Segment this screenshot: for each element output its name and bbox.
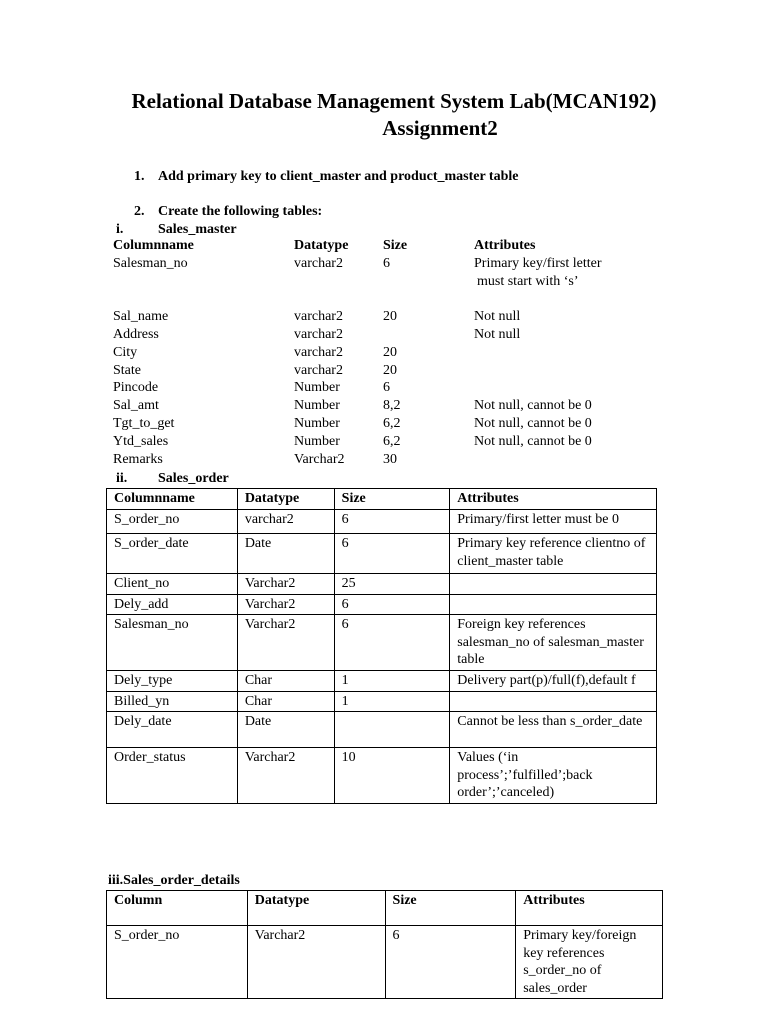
table-cell: 6 <box>334 594 450 615</box>
column-header: Datatype <box>247 891 385 926</box>
table-cell: Varchar2 <box>294 451 345 467</box>
table-cell: 6,2 <box>383 433 401 449</box>
table-cell: 10 <box>334 748 450 804</box>
table-cell <box>334 712 450 748</box>
table-cell: 20 <box>383 362 397 378</box>
table-cell: varchar2 <box>294 255 343 271</box>
table-cell: Number <box>294 415 340 431</box>
table-cell: Not null, cannot be 0 <box>474 398 592 414</box>
question-2 <box>134 204 322 220</box>
table-row <box>107 748 657 804</box>
table-cell: State <box>113 362 141 378</box>
column-header: Size <box>385 891 516 926</box>
table-cell: 8,2 <box>383 398 401 414</box>
table-header-row <box>107 489 657 510</box>
column-header: Column <box>107 891 248 926</box>
table-cell <box>450 594 657 615</box>
table-row <box>107 670 657 691</box>
column-header: Datatype <box>294 238 349 253</box>
table-cell: Salesman_no <box>113 255 188 271</box>
column-header: Attributes <box>474 238 536 253</box>
section-number: ii. <box>116 471 128 486</box>
column-header: Size <box>383 238 408 253</box>
table-cell: 6 <box>385 926 516 999</box>
table-cell: Values (‘in process’;’fulfilled’;back order’;’canceled) <box>450 748 657 804</box>
table-cell: Delivery part(p)/full(f),default f <box>450 670 657 691</box>
table-cell: 1 <box>334 691 450 712</box>
table-cell: 6 <box>334 510 450 534</box>
table-cell: Varchar2 <box>237 594 334 615</box>
column-header: Columnname <box>113 238 194 253</box>
table-row <box>107 574 657 595</box>
table-cell: varchar2 <box>294 309 343 325</box>
table-cell: 6,2 <box>383 415 401 431</box>
document-title <box>0 88 768 142</box>
section-name: Sales_master <box>158 222 237 237</box>
column-header: Size <box>334 489 450 510</box>
section-label-sales-master <box>116 222 237 238</box>
table-cell: Primary key/first letter <box>474 255 602 271</box>
table-cell: S_order_no <box>107 926 248 999</box>
table-cell: Varchar2 <box>237 748 334 804</box>
table-row <box>107 712 657 748</box>
table-cell: 6 <box>383 380 390 396</box>
table-cell: varchar2 <box>237 510 334 534</box>
table-cell: 6 <box>334 615 450 671</box>
question-1 <box>134 169 518 185</box>
table-cell: Client_no <box>107 574 238 595</box>
table-cell: Salesman_no <box>107 615 238 671</box>
table-cell: S_order_no <box>107 510 238 534</box>
column-header: Attributes <box>450 489 657 510</box>
table-header-row <box>107 891 663 926</box>
table-row <box>107 510 657 534</box>
table-cell: 20 <box>383 309 397 325</box>
table-cell: Primary key/foreign key references s_order_no of sales_order <box>516 926 663 999</box>
table-cell: Number <box>294 380 340 396</box>
table-cell: varchar2 <box>294 344 343 360</box>
question-number: 2. <box>134 204 145 219</box>
table-cell: City <box>113 344 138 360</box>
question-text: Add primary key to client_master and product_master table <box>158 169 519 184</box>
table-row <box>107 691 657 712</box>
column-header: Columnname <box>107 489 238 510</box>
table-cell: Not null, cannot be 0 <box>474 433 592 449</box>
table-cell: S_order_date <box>107 534 238 574</box>
table-cell: Not null, cannot be 0 <box>474 415 592 431</box>
table-cell: 30 <box>383 451 397 467</box>
table-cell: Order_status <box>107 748 238 804</box>
section-label-sales-order <box>116 471 229 487</box>
table-cell: 20 <box>383 344 397 360</box>
table-cell: 25 <box>334 574 450 595</box>
table-cell: Char <box>237 670 334 691</box>
table-cell: Foreign key references salesman_no of salesman_master table <box>450 615 657 671</box>
section-number: i. <box>116 222 124 237</box>
table-cell: Varchar2 <box>237 615 334 671</box>
table-cell <box>450 691 657 712</box>
table-cell: Dely_type <box>107 670 238 691</box>
table-cell: Pincode <box>113 380 159 396</box>
sales-order-details-table <box>106 890 663 999</box>
table-cell: Not null <box>474 326 521 342</box>
table-cell: Remarks <box>113 451 163 467</box>
table-cell: Varchar2 <box>247 926 385 999</box>
table-cell: Varchar2 <box>237 574 334 595</box>
question-number: 1. <box>134 169 145 184</box>
table-cell: Tgt_to_get <box>113 415 175 431</box>
table-cell: Sal_name <box>113 309 169 325</box>
table-row <box>107 615 657 671</box>
table-cell: 6 <box>383 255 390 271</box>
table-cell: Dely_date <box>107 712 238 748</box>
table-cell: varchar2 <box>294 362 343 378</box>
title-line-2: Assignment2 <box>382 116 498 140</box>
table-cell: Char <box>237 691 334 712</box>
sales-order-table <box>106 488 657 804</box>
question-text: Create the following tables: <box>158 204 323 219</box>
table-cell: 1 <box>334 670 450 691</box>
column-header: Datatype <box>237 489 334 510</box>
table-cell <box>450 574 657 595</box>
table-cell: Date <box>237 534 334 574</box>
table-cell: Ytd_sales <box>113 433 169 449</box>
table-cell: varchar2 <box>294 326 343 342</box>
table-cell: Number <box>294 398 340 414</box>
table-row <box>107 594 657 615</box>
table-cell: Sal_amt <box>113 398 159 414</box>
title-line-1: Relational Database Management System Lab(MCAN192) <box>131 89 657 113</box>
table-cell: Billed_yn <box>107 691 238 712</box>
table-cell: Address <box>113 326 159 342</box>
section-name: Sales_order <box>158 471 229 486</box>
table-cell: Date <box>237 712 334 748</box>
table-row <box>107 534 657 574</box>
section-label-sales-order-details: iii.Sales_order_details <box>108 873 240 888</box>
table-cell: must start with ‘s’ <box>477 273 579 289</box>
table-cell: Cannot be less than s_order_date <box>450 712 657 748</box>
table-row <box>107 926 663 999</box>
table-cell: 6 <box>334 534 450 574</box>
table-cell: Primary/first letter must be 0 <box>450 510 657 534</box>
table-cell: Not null <box>474 309 521 325</box>
table-cell: Number <box>294 433 340 449</box>
column-header: Attributes <box>516 891 663 926</box>
table-cell: Dely_add <box>107 594 238 615</box>
table-cell: Primary key reference clientno of client_master table <box>450 534 657 574</box>
